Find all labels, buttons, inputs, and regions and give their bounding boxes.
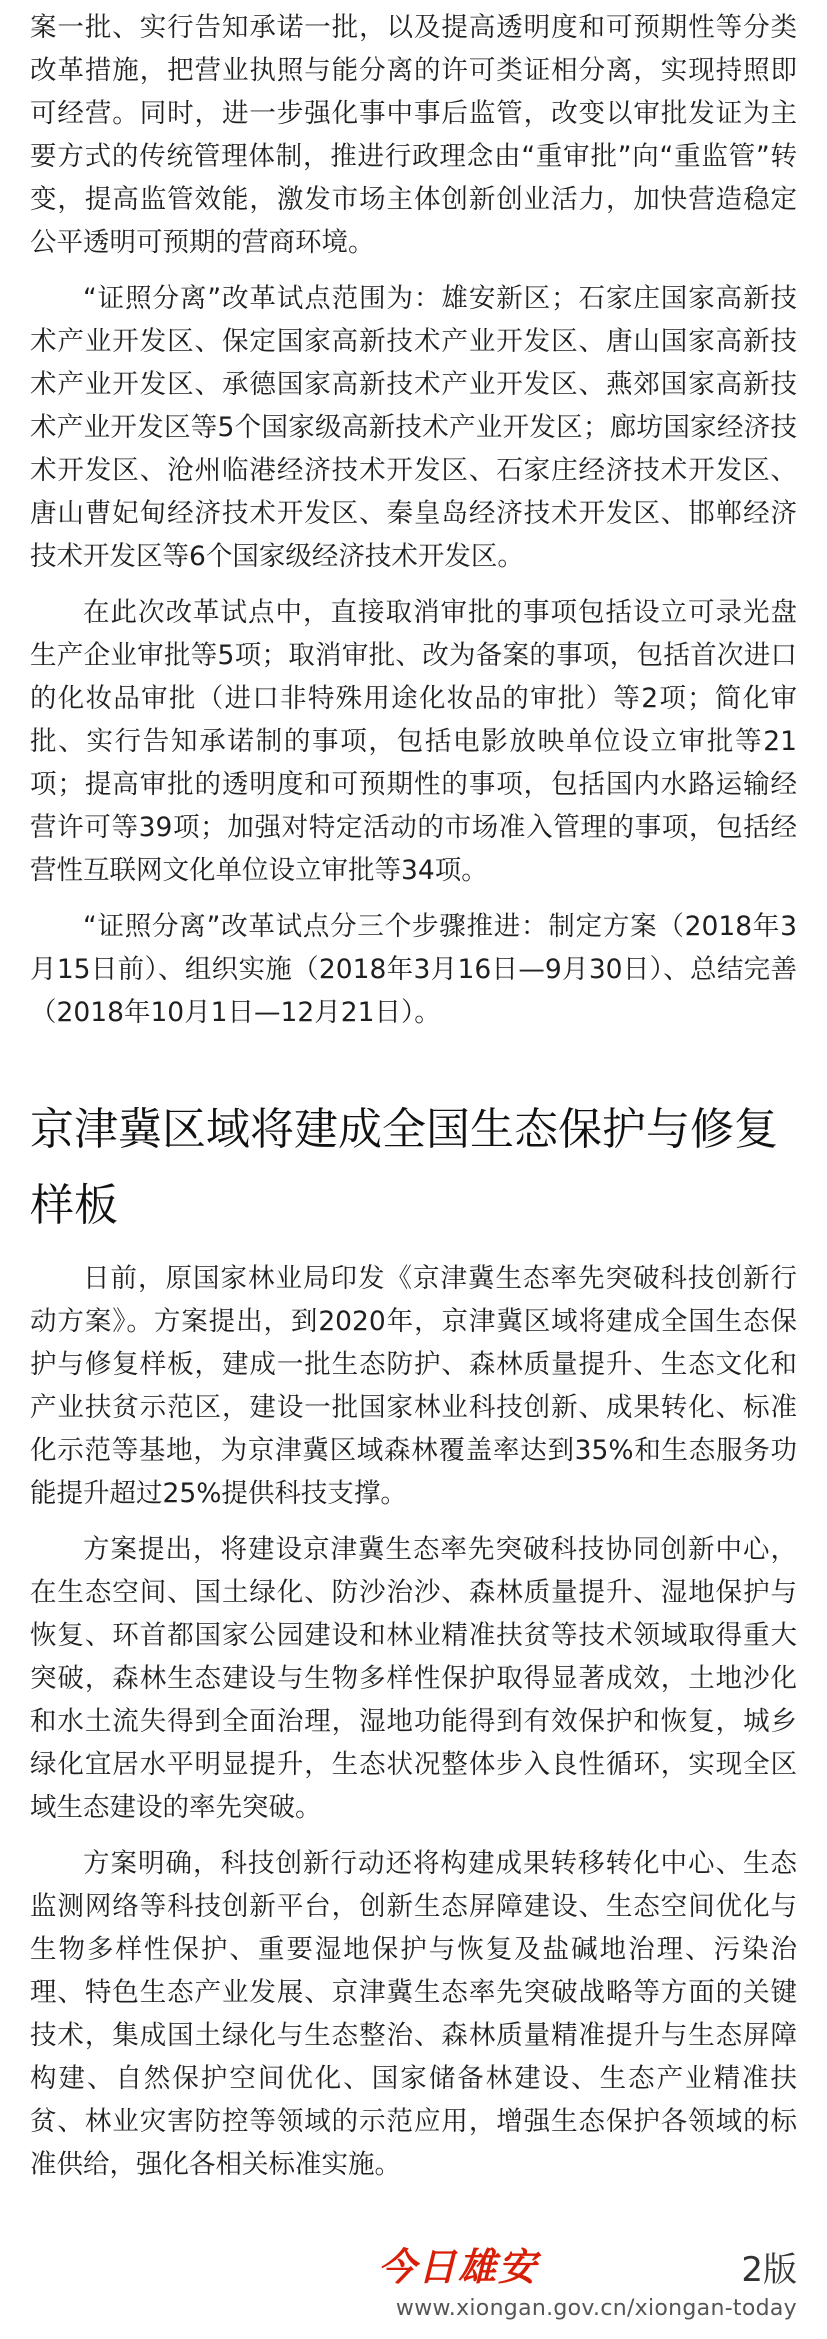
paragraph-plan-announcement: 日前，原国家林业局印发《京津冀生态率先突破科技创新行动方案》。方案提出，到2020年，京津冀区域将建成全国生态保护与修复样板，建成一批生态防护、森林质量提升、生态文化和产业扶贫示范区，建设一批国家林业科技创新、成果转化、标准化示范等基地，为京津冀区域森林覆盖率达到35%和生态服务功能提升超过25%提供科技支撑。 (30, 1263, 797, 1509)
article-section-2 (30, 1257, 797, 2186)
newspaper-logo: 今日雄安 (378, 2244, 539, 2289)
paragraph-continued: 案一批、实行告知承诺一批，以及提高透明度和可预期性等分类改革措施，把营业执照与能分离的许可类证相分离，实现持照即可经营。同时，进一步强化事中事后监管，改变以审批发证为主要方式的传统管理体制，推进行政理念由“重审批”向“重监管”转变，提高监管效能，激发市场主体创新创业活力，加快营造稳定公平透明可预期的营商环境。 (30, 12, 797, 258)
paragraph-pilot-scope: “证照分离”改革试点范围为：雄安新区；石家庄国家高新技术产业开发区、保定国家高新技术产业开发区、唐山国家高新技术产业开发区、承德国家高新技术产业开发区、燕郊国家高新技术产业开发区等5个国家级高新技术产业开发区；廊坊国家经济技术开发区、沧州临港经济技术开发区、石家庄经济技术开发区、唐山曹妃甸经济技术开发区、秦皇岛经济技术开发区、邯郸经济技术开发区等6个国家级经济技术开发区。 (30, 283, 797, 572)
footer-url: www.xiongan.gov.cn/xiongan-today (395, 2296, 797, 2321)
paragraph-reform-items: 在此次改革试点中，直接取消审批的事项包括设立可录光盘生产企业审批等5项；取消审批、改为备案的事项，包括首次进口的化妆品审批（进口非特殊用途化妆品的审批）等2项；简化审批、实行告知承诺制的事项，包括电影放映单位设立审批等21项；提高审批的透明度和可预期性的事项，包括国内水路运输经营许可等39项；加强对特定活动的市场准入管理的事项，包括经营性互联网文化单位设立审批等34项。 (30, 597, 797, 886)
paragraph-plan-details: 方案明确，科技创新行动还将构建成果转移转化中心、生态监测网络等科技创新平台，创新生态屏障建设、生态空间优化与生物多样性保护、重要湿地保护与恢复及盐碱地治理、污染治理、特色生态产业发展、京津冀生态率先突破战略等方面的关键技术，集成国土绿化与生态整治、森林质量精准提升与生态屏障构建、自然保护空间优化、国家储备林建设、生态产业精准扶贫、林业灾害防控等领域的示范应用，增强生态保护各领域的标准供给，强化各相关标准实施。 (30, 1848, 797, 2180)
page-number: 2版 (741, 2250, 797, 2290)
article-section-1 (30, 6, 797, 1034)
paragraph-reform-steps: “证照分离”改革试点分三个步骤推进：制定方案（2018年3月15日前）、组织实施（2018年3月16日—9月30日）、总结完善（2018年10月1日—12月21日）。 (30, 911, 797, 1028)
article-heading: 京津冀区域将建成全国生态保护与修复样板 (30, 1104, 778, 1231)
paragraph-plan-goals: 方案提出，将建设京津冀生态率先突破科技协同创新中心，在生态空间、国土绿化、防沙治沙、森林质量提升、湿地保护与恢复、环首都国家公园建设和林业精准扶贫等技术领域取得重大突破，森林生态建设与生物多样性保护取得显著成效，土地沙化和水土流失得到全面治理，湿地功能得到有效保护和恢复，城乡绿化宜居水平明显提升，生态状况整体步入良性循环，实现全区域生态建设的率先突破。 (30, 1534, 797, 1823)
